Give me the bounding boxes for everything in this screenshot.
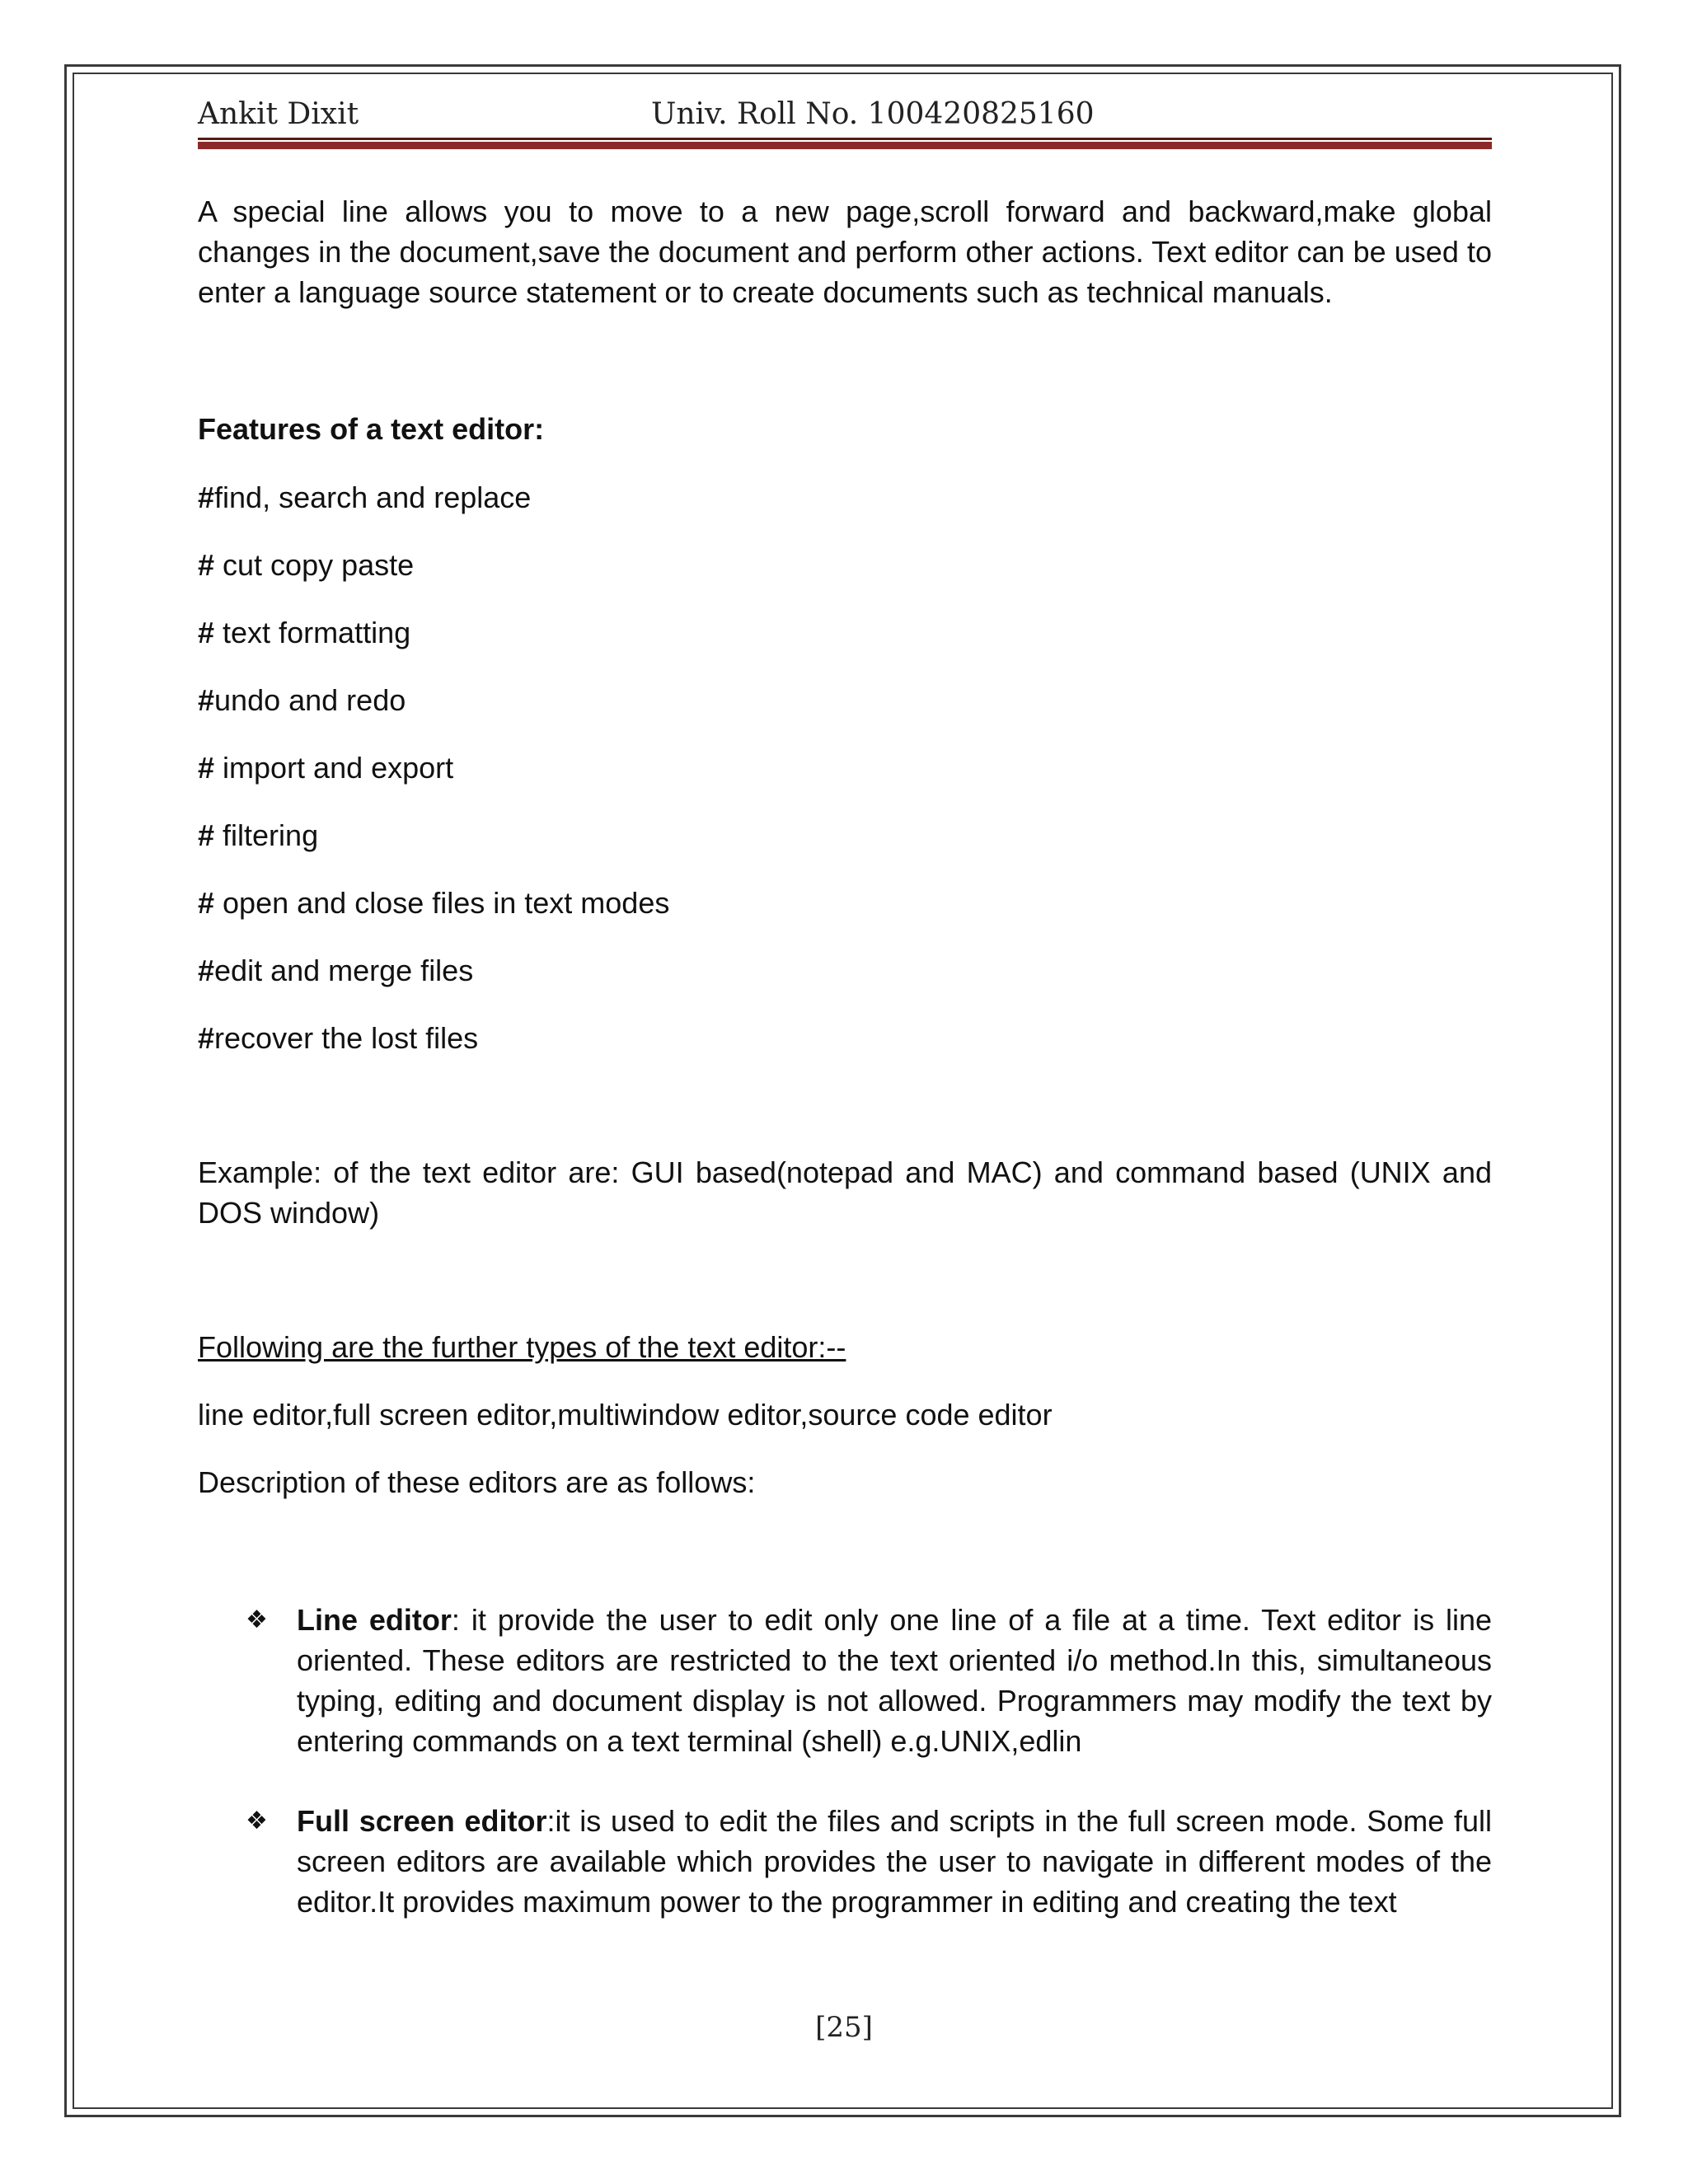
feature-text: text formatting: [214, 616, 411, 649]
feature-text: filtering: [214, 818, 319, 852]
bullet-full-screen-editor: [198, 1801, 1492, 1922]
diamond-bullet-icon: ❖: [246, 1807, 268, 1835]
hash-mark: #: [198, 683, 215, 717]
hash-mark: #: [198, 954, 215, 987]
bullet-text: : it provide the user to edit only one line of a file at a time. Text editor is line oriented. These editors are restricted to the text oriented i/o method.In this, simultaneous typing, editing and document display is not allowed. Programmers may modify the text by entering commands on a text terminal (shell) e.g.UNIX,edlin: [297, 1603, 1493, 1758]
list-item: [198, 1018, 1492, 1085]
feature-text: import and export: [214, 751, 454, 785]
example-paragraph: Example: of the text editor are: GUI based(notepad and MAC) and command based (UNIX and DOS window): [198, 1155, 1492, 1230]
roll-number: Univ. Roll No. 100420825160: [651, 97, 1095, 131]
bullet-term: Line editor: [297, 1603, 452, 1637]
list-item: [198, 883, 1492, 950]
page-number: [25]: [815, 2011, 873, 2044]
hash-mark: #: [198, 751, 215, 785]
types-heading: Following are the further types of the text editor:--: [198, 1330, 846, 1364]
hash-mark: #: [198, 616, 215, 649]
list-item: [198, 545, 1492, 612]
feature-text: edit and merge files: [214, 954, 474, 987]
list-item: [198, 748, 1492, 815]
diamond-bullet-icon: ❖: [246, 1605, 268, 1634]
header-rule-thin: [198, 138, 1492, 140]
bullet-term: Full screen editor: [297, 1804, 547, 1838]
types-line: line editor,full screen editor,multiwindow editor,source code editor: [198, 1398, 1053, 1432]
feature-text: recover the lost files: [214, 1021, 479, 1055]
hash-mark: #: [198, 886, 215, 920]
features-list: [198, 477, 1492, 1085]
feature-text: open and close files in text modes: [214, 886, 670, 920]
editor-bullets: [198, 1600, 1492, 1922]
feature-text: find, search and replace: [214, 480, 532, 514]
author-name: Ankit Dixit: [198, 97, 359, 131]
list-item: [198, 815, 1492, 883]
description-line: Description of these editors are as follows:: [198, 1465, 756, 1499]
list-item: [198, 950, 1492, 1018]
hash-mark: #: [198, 818, 215, 852]
features-heading: Features of a text editor:: [198, 412, 545, 446]
list-item: [198, 612, 1492, 680]
header-rule-thick: [198, 142, 1492, 149]
bullet-text: :it is used to edit the files and scripts in the full screen mode. Some full screen editors are available which provides the user to navigate in different modes of the editor.It provides maximum power to the programmer in editing and creating the text: [297, 1804, 1492, 1919]
list-item: [198, 680, 1492, 748]
list-item: [198, 477, 1492, 545]
feature-text: cut copy paste: [214, 548, 415, 582]
bullet-line-editor: [198, 1600, 1492, 1761]
hash-mark: #: [198, 1021, 215, 1055]
hash-mark: #: [198, 548, 215, 582]
hash-mark: #: [198, 480, 215, 514]
feature-text: undo and redo: [214, 683, 406, 717]
intro-paragraph: A special line allows you to move to a new page,scroll forward and backward,make global changes in the document,save the document and perform other actions. Text editor can be used to enter a language source statement or to create documents such as technical manuals.: [198, 194, 1492, 309]
page-header: [198, 97, 1492, 138]
